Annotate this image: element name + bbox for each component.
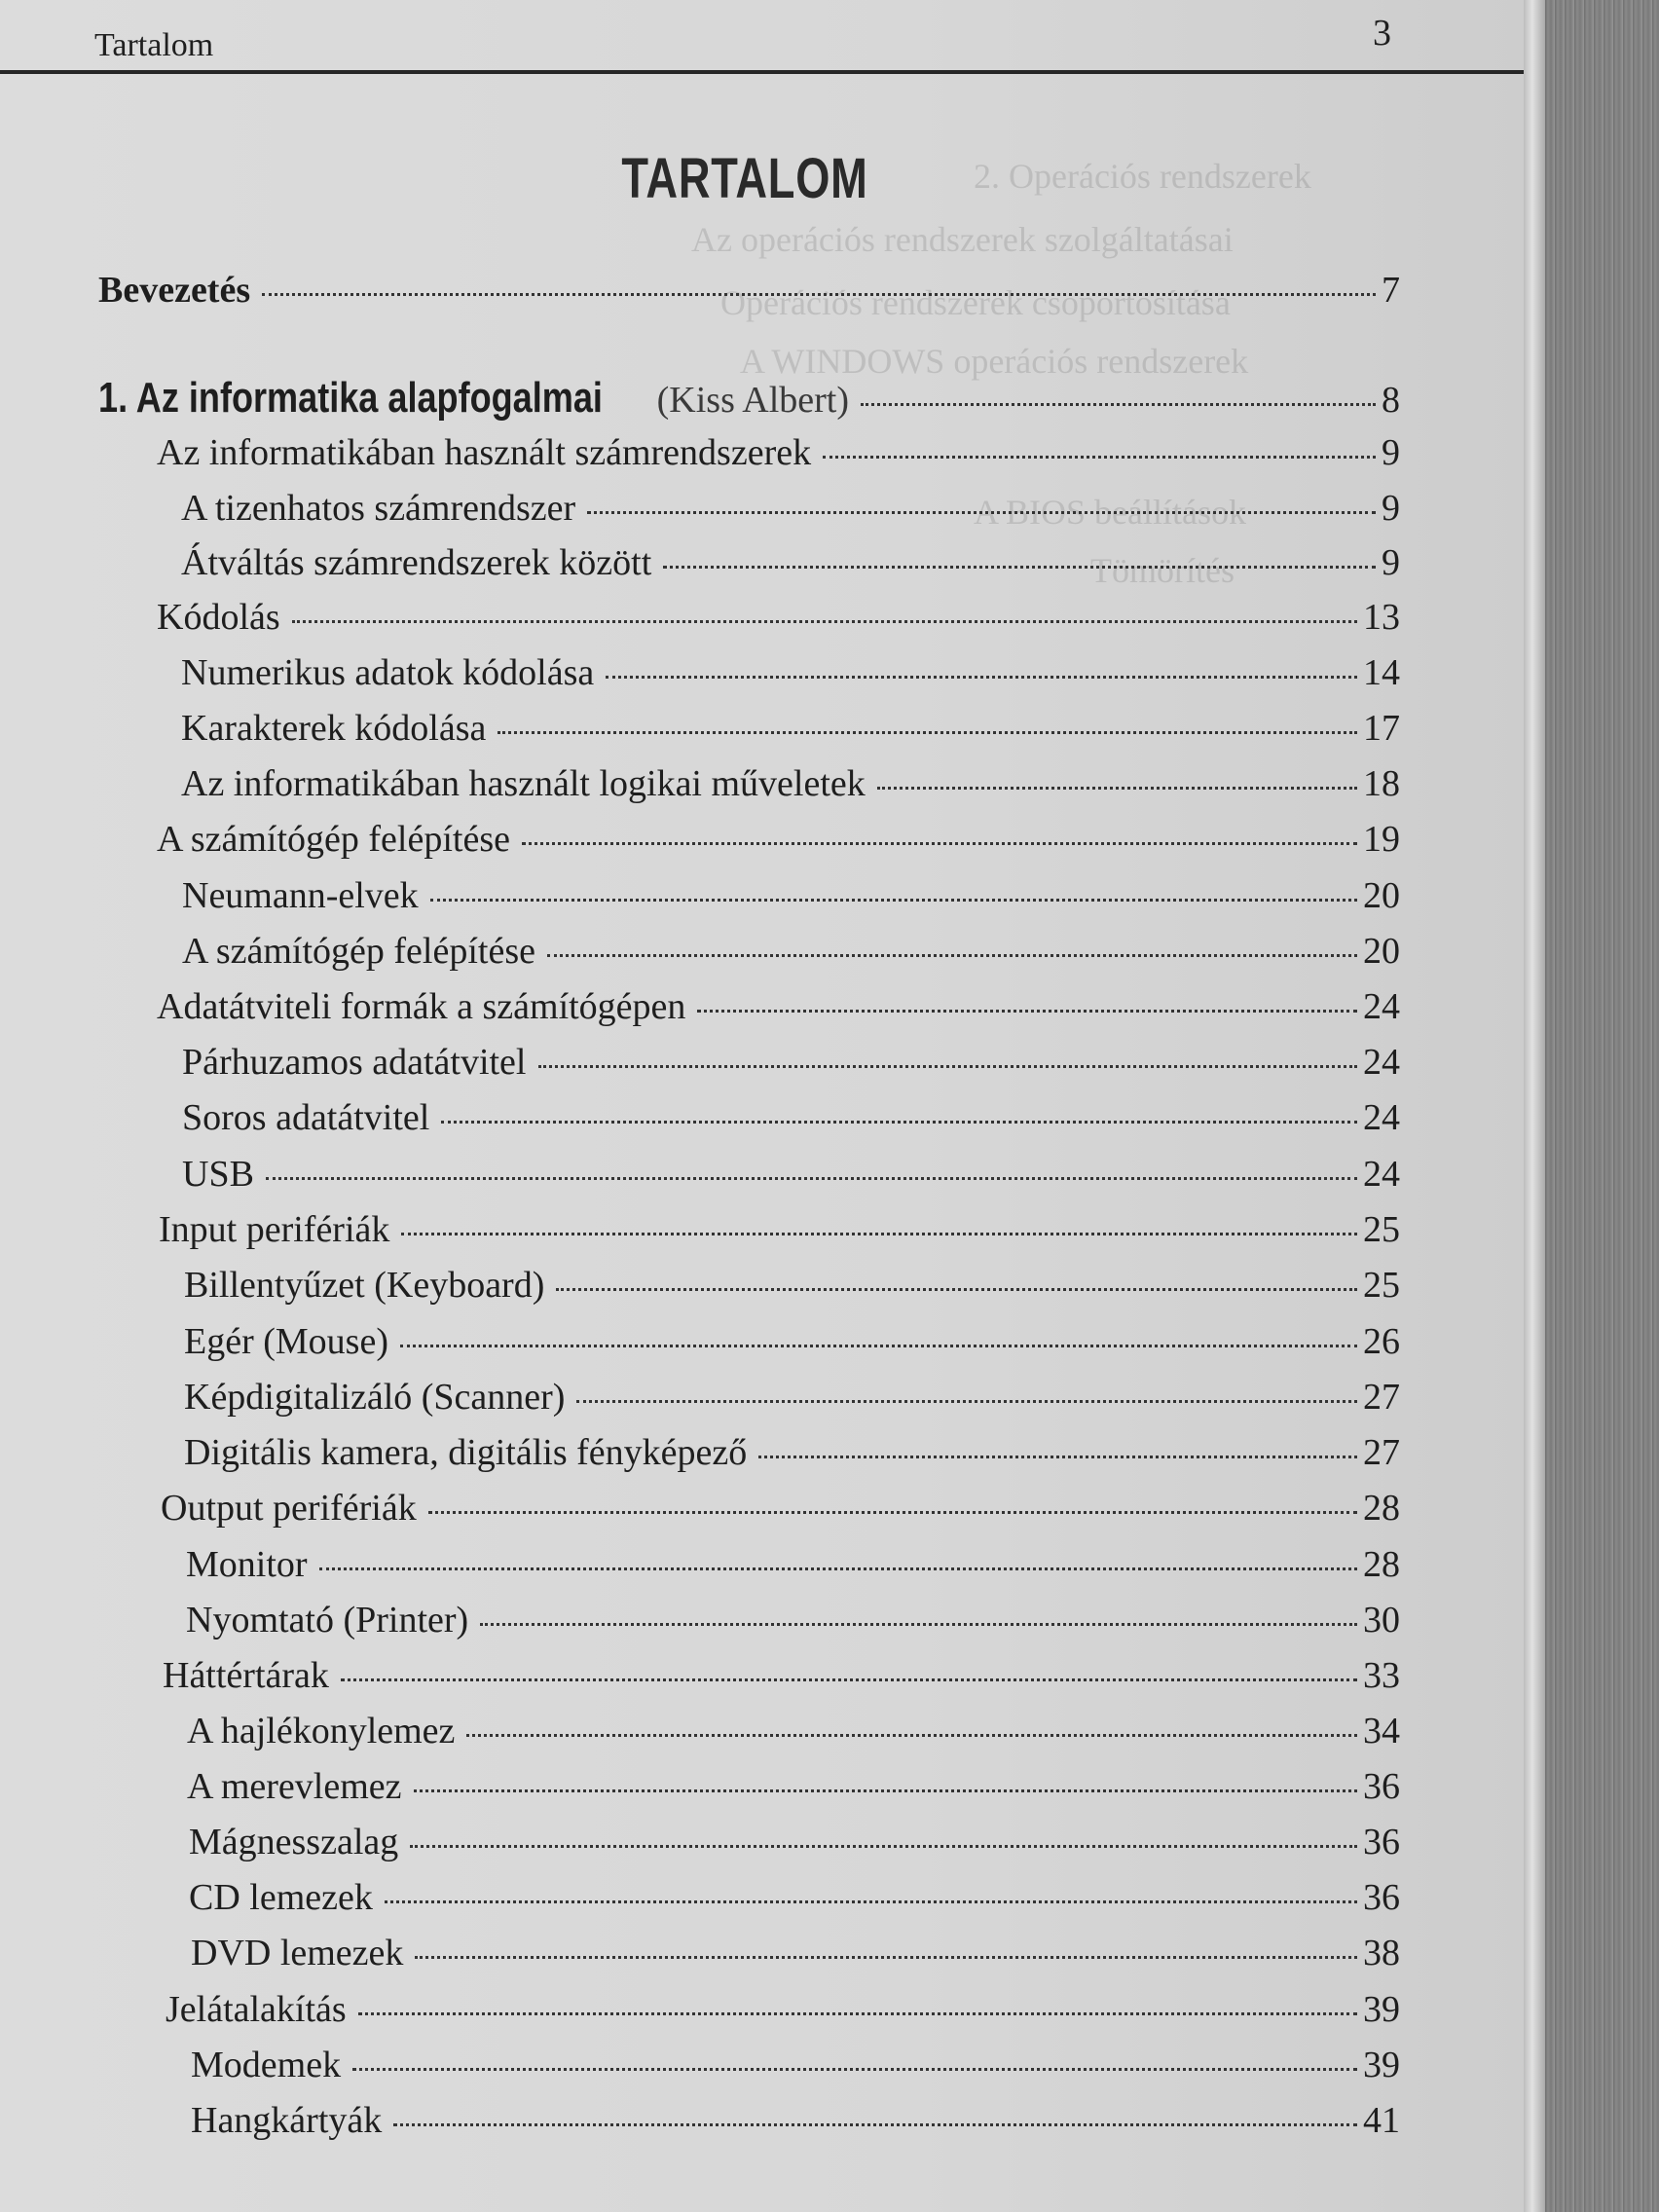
toc-entry-page: 26 — [1363, 1321, 1400, 1362]
show-through-text: Tömörítés — [1090, 551, 1235, 590]
toc-entry-label: Numerikus adatok kódolása — [181, 652, 595, 693]
toc-chapter-entry — [98, 374, 1400, 428]
toc-entry-label: Kódolás — [157, 597, 280, 638]
toc-entry-page: 14 — [1363, 652, 1400, 693]
toc-entry — [182, 1041, 1400, 1095]
toc-entry-page: 39 — [1363, 2045, 1400, 2085]
show-through-text: 2. Operációs rendszerek — [974, 157, 1311, 196]
toc-entry — [186, 1599, 1400, 1653]
toc-entry-label: Háttértárak — [163, 1655, 329, 1696]
toc-entry — [191, 2099, 1400, 2154]
toc-entry — [157, 985, 1400, 1040]
dot-leader — [341, 1669, 1357, 1681]
dot-leader — [410, 1835, 1357, 1848]
toc-entry — [181, 487, 1400, 541]
toc-entry — [182, 874, 1400, 929]
toc-entry — [157, 431, 1400, 486]
toc-entry-label: Input perifériák — [159, 1209, 390, 1250]
toc-entry-label: Jelátalakítás — [166, 1989, 347, 2030]
toc-entry-page: 36 — [1363, 1766, 1400, 1807]
toc-entry-label: A merevlemez — [187, 1766, 402, 1807]
dot-leader — [414, 1780, 1357, 1792]
toc-entry-page: 24 — [1363, 1042, 1400, 1083]
toc-entry — [184, 1320, 1400, 1375]
toc-entry — [159, 1208, 1400, 1263]
toc-entry — [181, 762, 1400, 817]
toc-entry — [181, 707, 1400, 761]
toc-entry-label: Párhuzamos adatátvitel — [182, 1042, 527, 1083]
dot-leader — [262, 283, 1376, 296]
page-title: TARTALOM — [621, 147, 868, 210]
toc-entry-label: A számítógép felépítése — [157, 819, 510, 860]
toc-entry-page: 27 — [1363, 1377, 1400, 1418]
dot-leader — [415, 1946, 1357, 1959]
toc-entry-label: Bevezetés — [98, 270, 251, 311]
toc-entry-page: 28 — [1363, 1544, 1400, 1585]
toc-entry — [182, 930, 1400, 984]
toc-entry-label: A számítógép felépítése — [182, 931, 535, 972]
dot-leader — [663, 556, 1376, 569]
toc-entry-label: Monitor — [186, 1544, 308, 1585]
toc-entry-label: Modemek — [191, 2045, 342, 2085]
toc-entry — [166, 1988, 1400, 2043]
dot-leader — [400, 1335, 1357, 1347]
show-through-text: Operációs rendszerek csoportosítása — [720, 283, 1231, 322]
toc-entry-page: 24 — [1363, 986, 1400, 1027]
toc-entry — [182, 1153, 1400, 1207]
toc-entry-author: (Kiss Albert) — [656, 380, 850, 421]
toc-entry-page: 39 — [1363, 1989, 1400, 2030]
dot-leader — [319, 1558, 1357, 1570]
toc-entry-label: A tizenhatos számrendszer — [181, 488, 576, 529]
toc-entry — [181, 541, 1400, 596]
background-surface — [1545, 0, 1659, 2212]
toc-entry-page: 28 — [1363, 1488, 1400, 1529]
toc-entry-page: 34 — [1363, 1711, 1400, 1751]
toc-entry — [182, 1096, 1400, 1151]
toc-entry-page: 41 — [1363, 2100, 1400, 2141]
toc-entry-page: 18 — [1363, 763, 1400, 804]
dot-leader — [480, 1613, 1357, 1626]
toc-entry-label: Digitális kamera, digitális fényképező — [184, 1432, 748, 1473]
toc-entry-page: 17 — [1363, 708, 1400, 749]
toc-entry — [184, 1264, 1400, 1318]
dot-leader — [428, 1501, 1357, 1514]
toc-entry-label: USB — [182, 1154, 254, 1195]
dot-leader — [266, 1167, 1357, 1180]
toc-entry-page: 27 — [1363, 1432, 1400, 1473]
dot-leader — [587, 501, 1376, 514]
toc-entry-page: 30 — [1363, 1600, 1400, 1641]
toc-entry-label: Egér (Mouse) — [184, 1321, 388, 1362]
dot-leader — [430, 889, 1357, 902]
dot-leader — [385, 1891, 1357, 1903]
dot-leader — [877, 777, 1357, 790]
toc-entry-label: Képdigitalizáló (Scanner) — [184, 1377, 566, 1418]
toc-entry-label: Billentyűzet (Keyboard) — [184, 1265, 545, 1306]
running-head: Tartalom — [94, 27, 214, 63]
dot-leader — [861, 393, 1376, 406]
toc-entry — [157, 596, 1400, 650]
dot-leader — [522, 832, 1357, 845]
toc-entry — [157, 818, 1400, 872]
toc-entry-page: 33 — [1363, 1655, 1400, 1696]
toc-entry-label: Az informatikában használt logikai műveletek — [181, 763, 866, 804]
dot-leader — [606, 666, 1357, 679]
show-through-text: A WINDOWS operációs rendszerek — [740, 342, 1249, 381]
toc-entry — [187, 1710, 1400, 1764]
page-edge — [1524, 0, 1545, 2212]
toc-entry-page: 8 — [1382, 380, 1400, 421]
toc-entry-label: Hangkártyák — [191, 2100, 383, 2141]
dot-leader — [547, 944, 1357, 957]
toc-entry — [191, 2044, 1400, 2098]
dot-leader — [352, 2058, 1357, 2071]
toc-entry — [181, 651, 1400, 706]
dot-leader — [358, 2003, 1357, 2015]
toc-entry-label: Az informatikában használt számrendszerek — [157, 432, 812, 473]
toc-entry — [98, 269, 1400, 323]
toc-entry-page: 38 — [1363, 1933, 1400, 1973]
toc-entry-label: Nyomtató (Printer) — [186, 1600, 469, 1641]
toc-entry-page: 24 — [1363, 1154, 1400, 1195]
toc-entry-page: 19 — [1363, 819, 1400, 860]
toc-entry-page: 36 — [1363, 1877, 1400, 1918]
toc-entry-label: Mágnesszalag — [189, 1822, 399, 1862]
toc-entry — [189, 1876, 1400, 1931]
toc-entry — [186, 1543, 1400, 1598]
toc-entry-label: Adatátviteli formák a számítógépen — [157, 986, 686, 1027]
toc-entry-label: CD lemezek — [189, 1877, 373, 1918]
toc-entry-page: 9 — [1382, 488, 1400, 529]
dot-leader — [292, 610, 1357, 623]
toc-entry-page: 20 — [1363, 931, 1400, 972]
toc-entry — [189, 1821, 1400, 1875]
toc-entry-page: 9 — [1382, 542, 1400, 583]
dot-leader — [498, 721, 1357, 734]
page-number: 3 — [1373, 13, 1391, 54]
dot-leader — [576, 1390, 1357, 1403]
show-through-text: Az operációs rendszerek szolgáltatásai — [691, 220, 1234, 259]
dot-leader — [393, 2114, 1357, 2126]
toc-entry-label: Karakterek kódolása — [181, 708, 487, 749]
dot-leader — [556, 1278, 1357, 1291]
toc-entry-page: 7 — [1382, 270, 1400, 311]
toc-entry-page: 25 — [1363, 1265, 1400, 1306]
toc-entry — [161, 1487, 1400, 1541]
dot-leader — [466, 1724, 1357, 1737]
dot-leader — [823, 446, 1376, 459]
dot-leader — [697, 1000, 1357, 1013]
toc-entry-label: Neumann-elvek — [182, 875, 419, 916]
dot-leader — [538, 1055, 1358, 1068]
toc-entry — [191, 1932, 1400, 1986]
toc-entry — [163, 1654, 1400, 1709]
show-through-text: A BIOS beállítások — [974, 493, 1246, 532]
dot-leader — [441, 1111, 1357, 1124]
toc-entry-page: 13 — [1363, 597, 1400, 638]
toc-entry — [187, 1765, 1400, 1820]
toc-entry-page: 24 — [1363, 1097, 1400, 1138]
toc-entry — [184, 1431, 1400, 1486]
toc-entry-label: Soros adatátvitel — [182, 1097, 430, 1138]
dot-leader — [758, 1446, 1357, 1458]
toc-entry-label: Output perifériák — [161, 1488, 417, 1529]
toc-entry-page: 25 — [1363, 1209, 1400, 1250]
toc-entry-label: 1. Az informatika alapfogalmai — [98, 374, 603, 422]
toc-entry-label: Átváltás számrendszerek között — [181, 542, 652, 583]
toc-entry-page: 36 — [1363, 1822, 1400, 1862]
toc-entry-label: DVD lemezek — [191, 1933, 404, 1973]
toc-entry-label: A hajlékonylemez — [187, 1711, 456, 1751]
toc-entry — [184, 1376, 1400, 1430]
toc-entry-page: 9 — [1382, 432, 1400, 473]
dot-leader — [401, 1223, 1357, 1235]
toc-entry-page: 20 — [1363, 875, 1400, 916]
